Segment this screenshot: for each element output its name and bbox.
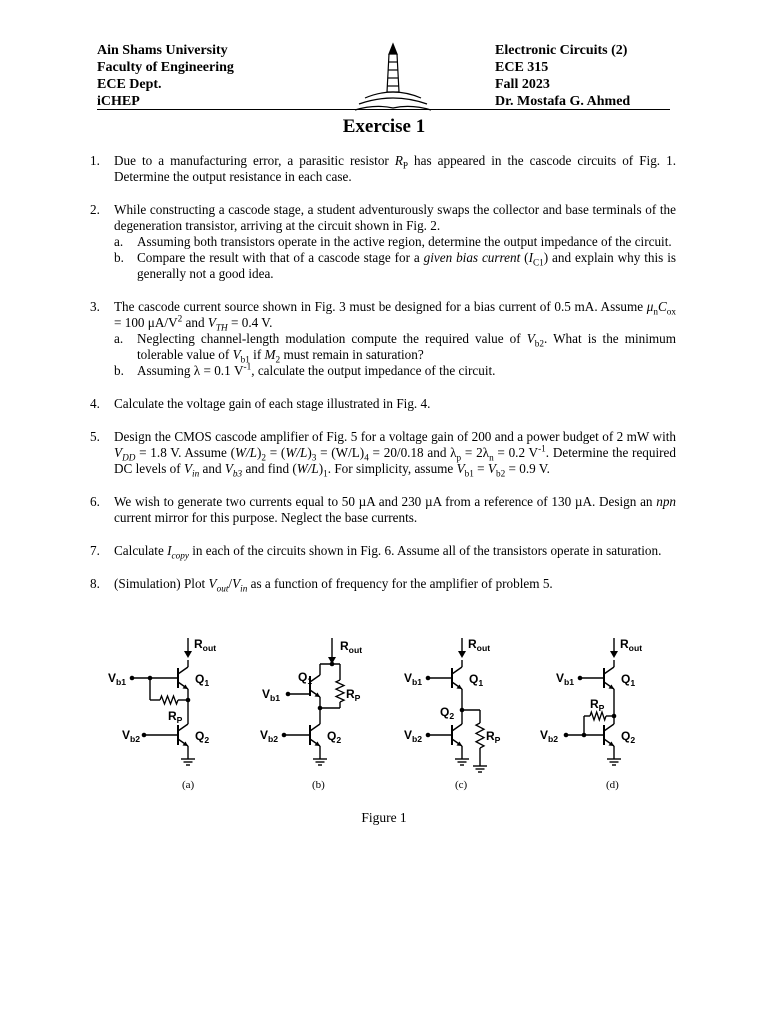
problem-6 bbox=[90, 494, 676, 526]
figure-caption: Figure 1 bbox=[361, 810, 407, 825]
problem-list bbox=[90, 153, 676, 609]
problem-text: Design the CMOS cascode amplifier of Fig. 5 for a voltage gain of 200 and a power budget of 2 mW with $V_{DD} = 1.8$ V. Assume $(W/L)_2 = (W/L)_3 = (W/L)_4 = 20/0.18$ and $\lambda_p = 2\lambda_n = 0.2$ $V^{-1}$. Determine the required DC levels of $V_{in}$ and $V_{b3}$ and find $(W/L)_1$. For simplicity, assume $V_{b1} = V_{b2} = 0.9$ V. bbox=[114, 429, 676, 479]
bjt-collector bbox=[604, 667, 614, 674]
cascode-circuits-diagram bbox=[100, 628, 680, 798]
q1-label: $Q_1$ bbox=[298, 670, 313, 686]
sub-text: Compare the result with that of a cascode stage for a given bias current $(I_{C1})$ and explain why this is generally not a good idea. bbox=[137, 250, 676, 281]
problem-number: 2. bbox=[90, 202, 100, 217]
bjt-collector bbox=[452, 724, 462, 731]
rp-label: $R_P$ bbox=[590, 697, 605, 713]
vb2-label: $V_{b2}$ bbox=[540, 728, 559, 744]
problem-3 bbox=[90, 299, 676, 379]
resistor-rp bbox=[160, 696, 178, 704]
problem-7 bbox=[90, 543, 676, 559]
vb2-label: $V_{b2}$ bbox=[122, 728, 141, 744]
bias-node bbox=[426, 733, 431, 738]
sub-question-a bbox=[114, 331, 676, 363]
resistor-rp bbox=[336, 680, 344, 702]
problem-2 bbox=[90, 202, 676, 282]
rout-label: $R_{out}$ bbox=[468, 637, 491, 653]
vb2-label: $V_{b2}$ bbox=[260, 728, 279, 744]
vb1-label: $V_{b1}$ bbox=[262, 687, 281, 703]
university-seal-logo bbox=[345, 40, 441, 112]
problem-text: While constructing a cascode stage, a student adventurously swaps the collector and base terminals of the degeneration transistor, arriving at the circuit shown in Fig. 2. bbox=[114, 202, 676, 233]
sub-label: a. bbox=[114, 331, 124, 346]
rout-arrow-head bbox=[458, 651, 466, 658]
header-divider bbox=[97, 109, 670, 110]
vb1-label: $V_{b1}$ bbox=[404, 671, 423, 687]
rp-label: $R_P$ bbox=[168, 709, 183, 725]
rp-label: $R_P$ bbox=[346, 687, 361, 703]
document-header bbox=[97, 42, 670, 110]
semester: Fall 2023 bbox=[495, 77, 550, 92]
bias-node bbox=[130, 676, 135, 681]
panel-label-a: (a) bbox=[182, 779, 195, 791]
university-name: Ain Shams University bbox=[97, 43, 228, 58]
vb1-label: $V_{b1}$ bbox=[556, 671, 575, 687]
q2-label: $Q_2$ bbox=[440, 705, 455, 721]
vb1-label: $V_{b1}$ bbox=[108, 671, 127, 687]
problem-number: 1. bbox=[90, 153, 100, 168]
bias-node bbox=[142, 733, 147, 738]
problem-8 bbox=[90, 576, 676, 592]
rout-label: $R_{out}$ bbox=[194, 637, 217, 653]
sub-question-b bbox=[114, 363, 676, 379]
page-title: Exercise 1 bbox=[342, 116, 426, 137]
resistor-rp bbox=[476, 723, 484, 748]
rp-label: $R_P$ bbox=[486, 729, 501, 745]
bias-node bbox=[578, 676, 583, 681]
panel-label-b: (b) bbox=[312, 779, 325, 791]
course-code: ECE 315 bbox=[495, 60, 549, 75]
node-dot bbox=[330, 662, 335, 667]
bjt-collector bbox=[604, 724, 614, 731]
problem-number: 3. bbox=[90, 299, 100, 314]
bjt-collector bbox=[452, 667, 462, 674]
bias-node bbox=[286, 692, 291, 697]
bjt-collector bbox=[310, 724, 320, 731]
sub-question-b bbox=[114, 250, 676, 282]
rout-arrow-head bbox=[184, 651, 192, 658]
sub-text: Assuming λ = 0.1 $V^{-1}$, calculate the output impedance of the circuit. bbox=[137, 361, 496, 378]
rout-arrow-head bbox=[610, 651, 618, 658]
problem-number: 7. bbox=[90, 543, 100, 558]
problem-1 bbox=[90, 153, 676, 185]
sub-label: b. bbox=[114, 363, 124, 378]
problem-5 bbox=[90, 429, 676, 477]
course-title: Electronic Circuits (2) bbox=[495, 43, 628, 58]
q2-label: $Q_2$ bbox=[195, 729, 210, 745]
sub-question-a bbox=[114, 234, 676, 250]
problem-number: 5. bbox=[90, 429, 100, 444]
faculty-name: Faculty of Engineering bbox=[97, 60, 234, 75]
rout-label: $R_{out}$ bbox=[620, 637, 643, 653]
q2-label: $Q_2$ bbox=[327, 729, 342, 745]
sub-text: Neglecting channel-length modulation compute the required value of $V_{b2}$. What is the minimum tolerable value of $V_{b1}$ if $M_2$ must remain in saturation? bbox=[137, 331, 676, 365]
q2-label: $Q_2$ bbox=[621, 729, 636, 745]
problem-text: (Simulation) Plot $V_{out}/V_{in}$ as a function of frequency for the amplifier of problem 5. bbox=[114, 576, 553, 594]
figure-1 bbox=[100, 628, 680, 798]
department-name: ECE Dept. bbox=[97, 77, 162, 92]
bjt-collector bbox=[178, 667, 188, 674]
resistor-rp bbox=[590, 712, 606, 720]
panel-label-d: (d) bbox=[606, 779, 619, 791]
program-name: iCHEP bbox=[97, 94, 140, 109]
rout-label: $R_{out}$ bbox=[340, 639, 363, 655]
bias-node bbox=[282, 733, 287, 738]
node-dot bbox=[186, 698, 191, 703]
problem-text: We wish to generate two currents equal to 50 µA and 230 µA from a reference of 130 µA. Design an npn current mirror for this purpose. Neglect the base currents. bbox=[114, 494, 676, 525]
instructor-name: Dr. Mostafa G. Ahmed bbox=[495, 94, 631, 109]
sub-label: b. bbox=[114, 250, 124, 265]
vb2-label: $V_{b2}$ bbox=[404, 728, 423, 744]
panel-label-c: (c) bbox=[455, 779, 468, 791]
problem-4 bbox=[90, 396, 676, 412]
problem-number: 4. bbox=[90, 396, 100, 411]
problem-number: 6. bbox=[90, 494, 100, 509]
problem-text: Due to a manufacturing error, a parasitic resistor $R_P$ has appeared in the cascode circuits of Fig. 1. Determine the output resistance in each case. bbox=[114, 153, 676, 184]
problem-number: 8. bbox=[90, 576, 100, 591]
bias-node bbox=[426, 676, 431, 681]
header-right-block bbox=[495, 42, 630, 110]
problem-text: The cascode current source shown in Fig. 3 must be designed for a bias current of 0.5 mA. Assume $\mu_nC_{ox} = 100$ $\mu A/V^2$ and $V_{TH} = 0.4$ V. bbox=[114, 299, 676, 333]
problem-text: Calculate the voltage gain of each stage illustrated in Fig. 4. bbox=[114, 396, 431, 411]
sub-text: Assuming both transistors operate in the active region, determine the output impedance of the circuit. bbox=[137, 234, 672, 249]
problem-text: Calculate $I_{copy}$ in each of the circuits shown in Fig. 6. Assume all of the transistors operate in saturation. bbox=[114, 543, 662, 561]
header-left-block bbox=[97, 42, 234, 110]
q1-label: $Q_1$ bbox=[195, 672, 210, 688]
bias-node bbox=[564, 733, 569, 738]
node-dot bbox=[582, 733, 587, 738]
q1-label: $Q_1$ bbox=[621, 672, 636, 688]
q1-label: $Q_1$ bbox=[469, 672, 484, 688]
sub-label: a. bbox=[114, 234, 124, 249]
bjt-collector bbox=[178, 724, 188, 731]
